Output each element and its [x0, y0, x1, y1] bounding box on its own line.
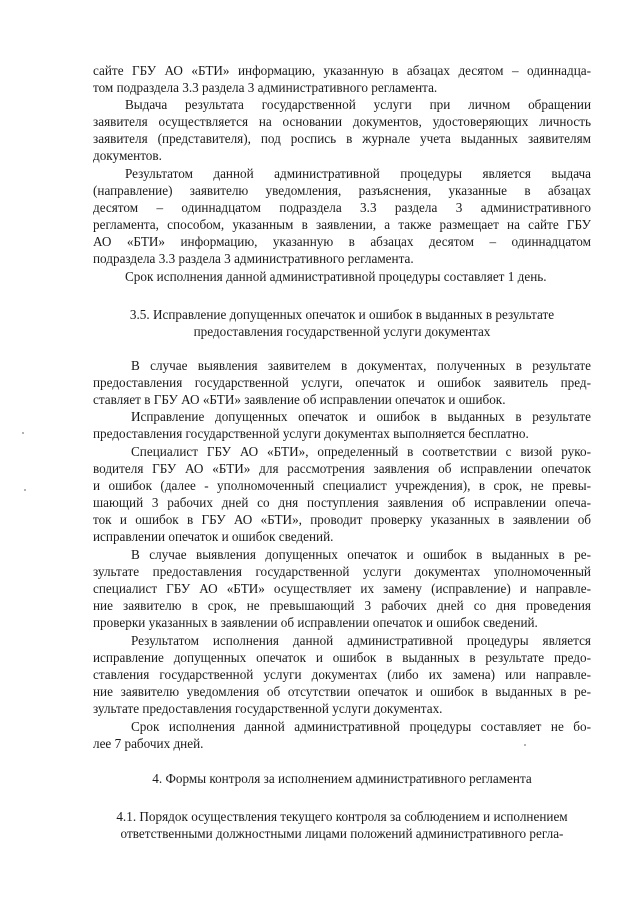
- text-line: исправление допущенных опечаток и ошибок в выданных в результате предо-: [93, 650, 591, 665]
- section-heading: предоставления государственной услуги документах: [193, 324, 491, 339]
- text-line: сайте ГБУ АО «БТИ» информацию, указанную в абзацах десятом – одиннадца-: [93, 63, 591, 78]
- text-line: исправлении опечаток и ошибок сведений.: [93, 529, 334, 544]
- text-line: Выдача результата государственной услуги при личном обращении: [125, 97, 591, 112]
- text-line: шающий 3 рабочих дней со дня поступления заявления об исправлении опеча-: [93, 495, 591, 510]
- text-line: Результатом данной административной процедуры является выдача: [125, 166, 591, 181]
- text-line: заявителя осуществляется на основании документов, удостоверяющих личность: [93, 114, 591, 129]
- text-line: предоставления государственной услуги, опечаток и ошибок заявитель пред-: [93, 375, 591, 390]
- scan-speck: [22, 432, 24, 434]
- subsection-heading: ответственными должностными лицами положений административного регла-: [120, 826, 564, 841]
- scan-speck: [524, 744, 526, 746]
- text-line: Специалист ГБУ АО «БТИ», определенный в соответствии с визой руко-: [131, 444, 591, 459]
- text-line: том подраздела 3.3 раздела 3 административного регламента.: [93, 80, 438, 95]
- text-line: подраздела 3.3 раздела 3 административного регламента.: [93, 251, 414, 266]
- subsection-heading: 4.1. Порядок осуществления текущего контроля за соблюдением и исполнением: [116, 809, 568, 824]
- text-line: АО «БТИ» информацию, указанную в абзацах десятом – одиннадцатом: [93, 234, 591, 249]
- text-line: предоставления государственной услуги документах выполняется бесплатно.: [93, 426, 529, 441]
- text-line: регламента, способом, указанным в заявлении, а также размещает на сайте ГБУ: [93, 217, 591, 232]
- text-line: Срок исполнения данной административной процедуры составляет 1 день.: [125, 269, 547, 284]
- text-line: специалист ГБУ АО «БТИ» осуществляет их замену (исправление) и направле-: [93, 581, 591, 596]
- text-line: и ошибок (далее - уполномоченный специалист учреждения), в срок, не превы-: [93, 478, 591, 493]
- text-line: Срок исполнения данной административной процедуры составляет не бо-: [131, 719, 591, 734]
- section-heading: 4. Формы контроля за исполнением административного регламента: [152, 771, 532, 786]
- text-line: зультате предоставления государственной услуги документах уполномоченный: [93, 564, 591, 579]
- text-line: десятом – одиннадцатом подраздела 3.3 раздела 3 административного: [93, 200, 591, 215]
- text-line: В случае выявления допущенных опечаток и ошибок в выданных в ре-: [131, 547, 591, 562]
- text-line: (направление) заявителю уведомления, разъяснения, указанные в абзацах: [93, 183, 591, 198]
- text-line: документов.: [93, 148, 162, 163]
- text-line: Результатом исполнения данной административной процедуры является: [131, 633, 591, 648]
- text-line: В случае выявления заявителем в документах, полученных в результате: [131, 358, 591, 373]
- text-line: водителя ГБУ АО «БТИ» для рассмотрения заявления об исправлении опечаток: [93, 461, 591, 476]
- text-line: ставляет в ГБУ АО «БТИ» заявление об исправлении опечаток и ошибок.: [93, 392, 506, 407]
- text-line: ставления государственной услуги документах (либо их замена) или направле-: [93, 667, 591, 682]
- section-heading: 3.5. Исправление допущенных опечаток и ошибок в выданных в результате: [129, 307, 555, 322]
- text-line: ние заявителю в срок, не превышающий 3 рабочих дней со дня проведения: [93, 598, 591, 613]
- text-line: ние заявителю уведомления об отсутствии опечаток и ошибок в выданных в ре-: [93, 684, 591, 699]
- text-line: ток и ошибок в ГБУ АО «БТИ», проводит проверку указанных в заявлении об: [93, 512, 591, 527]
- text-line: Исправление допущенных опечаток и ошибок в выданных в результате: [131, 409, 591, 424]
- scan-speck: [24, 489, 26, 491]
- text-line: зультате предоставления государственной услуги документах.: [93, 701, 443, 716]
- text-line: лее 7 рабочих дней.: [93, 736, 204, 751]
- text-line: проверки указанных в заявлении об исправлении опечаток и ошибок сведений.: [93, 615, 538, 630]
- text-line: заявителя (представителя), под роспись в журнале учета выданных заявителям: [93, 131, 591, 146]
